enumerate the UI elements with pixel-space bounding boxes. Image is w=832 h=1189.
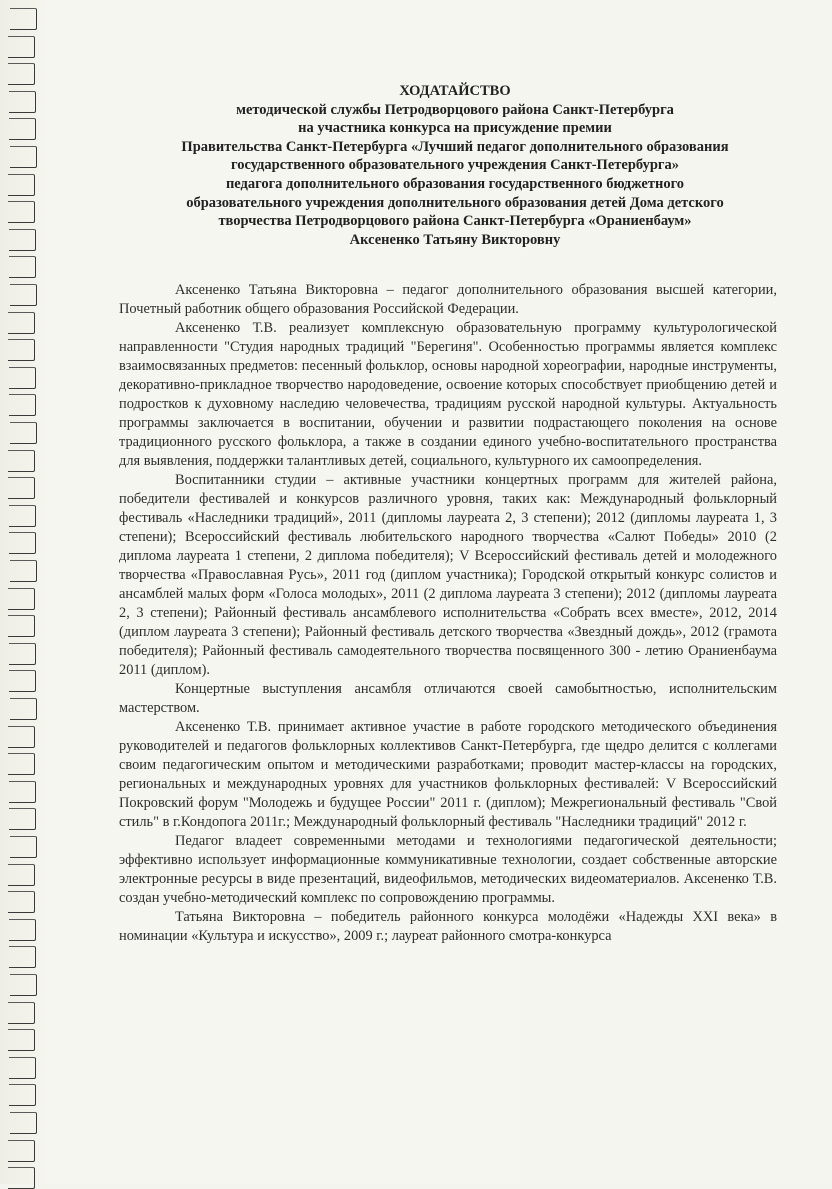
binding-ring (9, 91, 36, 113)
binding-ring (9, 643, 36, 665)
paragraph: Педагог владеет современными методами и технологиями педагогической деятельности; эффективно использует информационные коммуникативные технологии, создает собственные авторские электронные ресурсы в виде презентаций, видеофильмов, методических видеоматериалов. Аксененко Т.В. создан учебно-методический комплекс по сопровождению программы. (119, 833, 777, 906)
binding-ring (8, 339, 35, 361)
binding-ring (8, 588, 35, 610)
binding-ring (10, 1112, 37, 1134)
binding-ring (9, 532, 36, 554)
paragraph: Аксененко Татьяна Викторовна – педагог дополнительного образования высшей категории, Почетный работник общего образования Российской Федерации. (119, 282, 777, 317)
binding-ring (8, 753, 35, 775)
binding-ring (8, 615, 35, 637)
binding-ring (8, 36, 35, 58)
binding-ring (8, 1167, 35, 1189)
binding-ring (8, 1140, 35, 1162)
heading-nominee-name: Аксененко Татьяну Викторовну (349, 231, 561, 248)
binding-ring (10, 8, 37, 30)
binding-ring (10, 974, 37, 996)
heading-title: ХОДАТАЙСТВО (399, 83, 511, 99)
binding-ring (9, 919, 36, 941)
binding-ring (9, 367, 36, 389)
paragraph: Концертные выступления ансамбля отличаются своей самобытностью, исполнительским мастерством. (119, 681, 777, 716)
binding-ring (9, 1084, 36, 1106)
binding-ring (10, 284, 37, 306)
binding-ring (9, 808, 36, 830)
document-body (119, 281, 777, 946)
binding-ring (8, 864, 35, 886)
binding-ring (9, 118, 36, 140)
binding-ring (8, 450, 35, 472)
heading-line: педагога дополнительного образования государственного бюджетного (225, 175, 685, 192)
binding-ring (8, 477, 35, 499)
heading-line: Правительства Санкт-Петербурга «Лучший педагог дополнительного образования (181, 138, 729, 155)
binding-ring (9, 670, 36, 692)
binding-ring (8, 726, 35, 748)
binding-ring (9, 394, 36, 416)
binding-ring (9, 229, 36, 251)
paragraph: Аксененко Т.В. реализует комплексную образовательную программу культурологической направленности "Студия народных традиций "Берегиня". Особенностью программы является комплекс взаимосвязанных предметов: песенный фольклор, основы народной хореографии, народные инструменты, декоративно-прикладное творчество народоведение, освоение которых способствует приобщению детей и подростков к духовному наследию человечества, традициям русской народной культуры. Актуальность программы заключается в воспитании, обучении и развитии подрастающего поколения на основе традиционного русского фольклора, а также в создании единого учебно-воспитательного пространства для выявления, поддержки талантливых детей, социального, культурного их самоопределения. (119, 320, 777, 469)
binding-ring (9, 1057, 36, 1079)
binding-ring (9, 946, 36, 968)
binding-ring (9, 256, 36, 278)
binding-ring (9, 505, 36, 527)
paragraph: Аксененко Т.В. принимает активное участие в работе городского методического объединения руководителей и педагогов фольклорных коллективов Санкт-Петербурга, где щедро делится с коллегами своим педагогическим опытом и методическими разработками; проводит мастер-классы на городских, региональных и международных уровнях для участников фольклорных фестивалей: V Всероссийский Покровский форум "Молодежь и будущее России" 2011 г. (диплом); Межрегиональный фестиваль "Свой стиль" в г.Кондопога 2011г.; Международный фольклорный фестиваль "Наследники традиций" 2012 г. (119, 719, 777, 830)
binding-ring (10, 146, 37, 168)
heading-line: методической службы Петродворцового района Санкт-Петербурга (236, 101, 674, 118)
spiral-binding (0, 0, 52, 1184)
heading-line: государственного образовательного учреждения Санкт-Петербурга» (230, 157, 679, 174)
paragraph: Татьяна Викторовна – победитель районного конкурса молодёжи «Надежды XXI века» в номинации «Культура и искусство», 2009 г.; лауреат районного смотра-конкурса (119, 909, 777, 944)
binding-ring (8, 174, 35, 196)
binding-ring (8, 312, 35, 334)
binding-ring (8, 1029, 35, 1051)
paragraph: Воспитанники студии – активные участники концертных программ для жителей района, победители фестивалей и конкурсов различного уровня, таких как: Международный фольклорный фестиваль «Наследники традиций», 2011 (дипломы лауреата 2, 3 степени); 2012 (дипломы лауреата 1, 3 степени); Всероссийский фестиваль любительского народного творчества «Салют Победы» 2010 (2 диплома лауреата 1 степени, 2 диплома победителя); V Всероссийский фестиваль детей и молодежного творчества «Православная Русь», 2011 год (диплом участника); Городской открытый конкурс солистов и ансамблей малых форм «Голоса молодых», 2011 (2 диплома лауреата 3 степени); 2012 (дипломы лауреата 2, 3 степени); Районный фестиваль ансамблевого исполнительства «Собрать всех вместе», 2012, 2014 (диплом лауреата 3 степени); Районный фестиваль детского творчества «Звездный дождь», 2012 (грамота победителя); Районный фестиваль самодеятельного творчества посвященного 300 - летию Ораниенбаума 2011 (диплом). (119, 472, 777, 678)
binding-ring (8, 201, 35, 223)
binding-ring (10, 560, 37, 582)
binding-ring (8, 1002, 35, 1024)
binding-ring (10, 698, 37, 720)
binding-ring (10, 836, 37, 858)
binding-ring (8, 63, 35, 85)
binding-ring (8, 891, 35, 913)
heading-line: образовательного учреждения дополнительного образования детей Дома детского (186, 194, 724, 211)
heading-line: творчества Петродворцового района Санкт-Петербурга «Ораниенбаум» (218, 213, 692, 230)
binding-ring (10, 422, 37, 444)
document-heading (120, 82, 790, 249)
heading-line: на участника конкурса на присуждение премии (298, 120, 612, 137)
binding-ring (9, 781, 36, 803)
